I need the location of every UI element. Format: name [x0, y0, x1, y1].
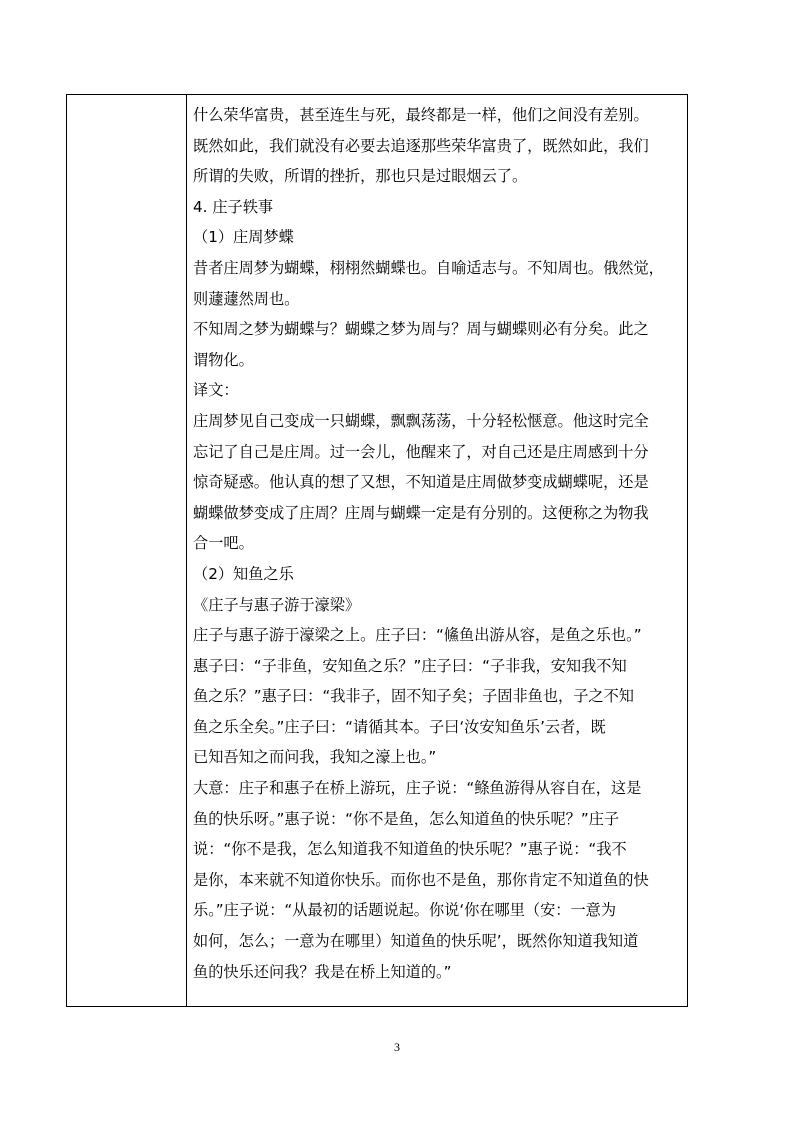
text-line: 大意：庄子和惠子在桥上游玩，庄子说：“鲦鱼游得从容自在，这是 — [193, 779, 642, 798]
text-line: 鱼之乐？”惠子曰：“我非子，固不知子矣；子固非鱼也，子之不知 — [193, 687, 634, 706]
text-line: 合一吧。 — [193, 534, 254, 553]
text-line: 如何，怎么；一意为在哪里）知道鱼的快乐呢’，既然你知道我知道 — [193, 932, 639, 951]
text-line: 已知吾知之而问我，我知之濠上也。” — [193, 748, 437, 767]
subsection-heading: （1）庄周梦蝶 — [193, 228, 294, 247]
text-line: 谓物化。 — [193, 350, 254, 369]
document-table — [66, 94, 688, 1007]
text-line: 乐。”庄子说：“从最初的话题说起。你说‘你在哪里（安：一意为 — [193, 901, 617, 920]
text-title: 《庄子与惠子游于濠梁》 — [193, 595, 361, 614]
text-line: 忘记了自己是庄周。过一会儿，他醒来了，对自己还是庄周感到十分 — [193, 442, 649, 461]
text-line: 鱼之乐全矣。”庄子曰：“请循其本。子曰‘汝安知鱼乐’云者，既 — [193, 717, 606, 736]
page-number: 3 — [394, 1040, 400, 1054]
text-line: 惠子曰：“子非鱼，安知鱼之乐？”庄子曰：“子非我，安知我不知 — [193, 656, 627, 675]
subsection-heading: （2）知鱼之乐 — [193, 564, 294, 583]
text-line: 不知周之梦为蝴蝶与？蝴蝶之梦为周与？周与蝴蝶则必有分矣。此之 — [193, 320, 649, 339]
text-line: 所谓的失败，所谓的挫折，那也只是过眼烟云了。 — [193, 167, 528, 186]
text-line: 什么荣华富贵，甚至连生与死，最终都是一样，他们之间没有差别。 — [193, 106, 649, 124]
text-line: 鱼的快乐呀。”惠子说：“你不是鱼，怎么知道鱼的快乐呢？”庄子 — [193, 809, 620, 828]
text-line: 鱼的快乐还问我？我是在桥上知道的。” — [193, 962, 452, 981]
table-left-cell — [67, 95, 187, 1006]
section-heading: 4. 庄子轶事 — [193, 197, 274, 216]
text-line: 既然如此，我们就没有必要去追逐那些荣华富贵了，既然如此，我们 — [193, 136, 649, 155]
text-line: 是你，本来就不知道你快乐。而你也不是鱼，那你肯定不知道鱼的快 — [193, 870, 649, 889]
table-content-cell — [193, 100, 683, 987]
text-line: 庄周梦见自己变成一只蝴蝶，飘飘荡荡，十分轻松惬意。他这时完全 — [193, 411, 649, 430]
text-line: 惊奇疑惑。他认真的想了又想，不知道是庄周做梦变成蝴蝶呢，还是 — [193, 473, 649, 492]
text-line: 庄子与惠子游于濠梁之上。庄子曰：“鯈鱼出游从容，是鱼之乐也。” — [193, 626, 642, 645]
translation-label: 译文： — [193, 381, 239, 400]
text-line: 则蘧蘧然周也。 — [193, 289, 300, 308]
text-line: 说：“你不是我，怎么知道我不知道鱼的快乐呢？”惠子说：“我不 — [193, 840, 627, 859]
text-line: 昔者庄周梦为蝴蝶，栩栩然蝴蝶也。自喻适志与。不知周也。俄然觉， — [193, 258, 664, 277]
text-line: 蝴蝶做梦变成了庄周？庄周与蝴蝶一定是有分别的。这便称之为物我 — [193, 503, 649, 522]
